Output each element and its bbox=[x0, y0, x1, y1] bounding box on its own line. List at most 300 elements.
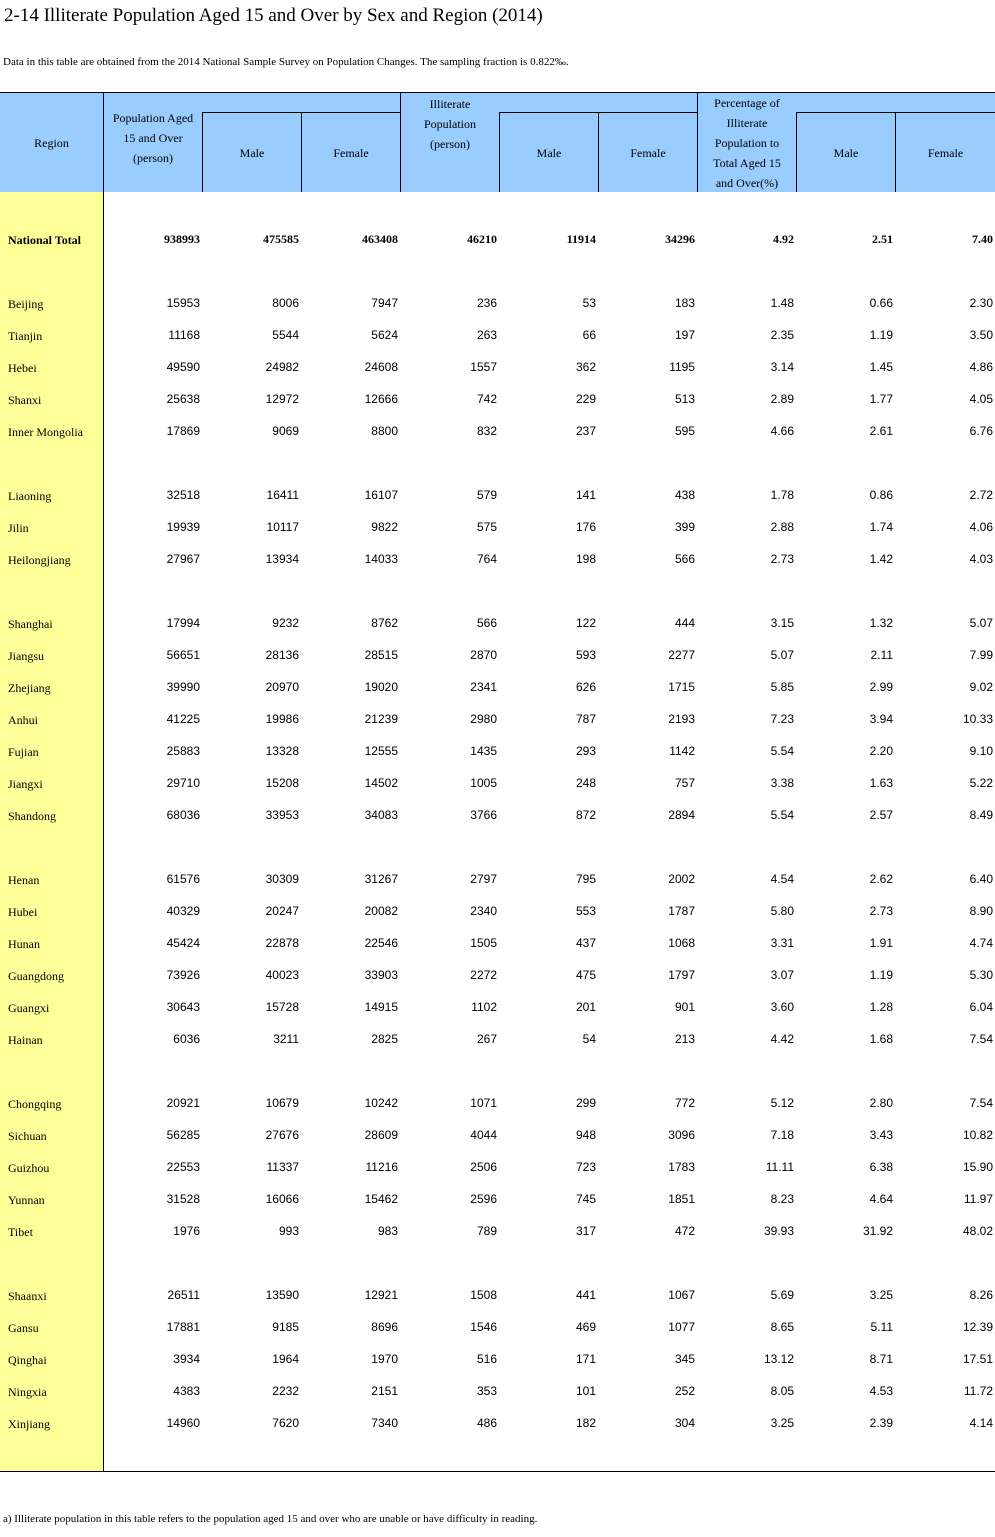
cell-pop-male: 16411 bbox=[266, 488, 299, 502]
cell-illiterate-male: 299 bbox=[575, 1096, 596, 1110]
cell-illiterate-male: 182 bbox=[575, 1416, 596, 1430]
cell-pct-total: 5.85 bbox=[770, 680, 794, 694]
cell-illiterate-female: 2002 bbox=[668, 872, 695, 886]
cell-pct-total: 5.07 bbox=[770, 648, 794, 662]
cell-illiterate-male: 437 bbox=[575, 936, 596, 950]
cell-illiterate-total: 2870 bbox=[470, 648, 497, 662]
table-row bbox=[0, 352, 995, 384]
cell-pct-male: 2.73 bbox=[869, 904, 893, 918]
cell-pct-male: 1.45 bbox=[869, 360, 893, 374]
header-percentage-male: Male bbox=[833, 145, 859, 160]
header-illiterate-male: Male bbox=[536, 145, 562, 160]
cell-pct-male: 2.57 bbox=[869, 808, 893, 822]
cell-pct-male: 31.92 bbox=[862, 1224, 893, 1238]
cell-pop-total: 25883 bbox=[166, 744, 200, 758]
cell-pop-male: 8006 bbox=[272, 296, 299, 310]
table-row bbox=[0, 1088, 995, 1120]
cell-pop-male: 19986 bbox=[265, 712, 299, 726]
cell-illiterate-total: 1505 bbox=[470, 936, 497, 950]
cell-pop-male: 24982 bbox=[265, 360, 299, 374]
cell-pct-female: 7.40 bbox=[972, 232, 993, 246]
table-row bbox=[0, 1344, 995, 1376]
cell-pop-female: 7340 bbox=[371, 1416, 398, 1430]
cell-pop-total: 20921 bbox=[166, 1096, 200, 1110]
header-percentage: Percentage of Illiterate Population to Total Aged 15 and Over(%) bbox=[713, 96, 781, 190]
cell-illiterate-female: 472 bbox=[674, 1224, 695, 1238]
cell-pop-male: 33953 bbox=[265, 808, 299, 822]
cell-illiterate-male: 362 bbox=[575, 360, 596, 374]
cell-pct-female: 5.22 bbox=[969, 776, 993, 790]
cell-illiterate-total: 4044 bbox=[470, 1128, 497, 1142]
region-name: Shanghai bbox=[8, 617, 53, 631]
cell-pct-total: 7.23 bbox=[770, 712, 794, 726]
cell-illiterate-total: 742 bbox=[476, 392, 497, 406]
cell-pop-male: 16066 bbox=[265, 1192, 299, 1206]
cell-pop-female: 9822 bbox=[371, 520, 398, 534]
cell-pct-total: 5.54 bbox=[770, 744, 794, 758]
region-name: Henan bbox=[8, 873, 40, 887]
cell-illiterate-total: 1102 bbox=[471, 1000, 497, 1014]
cell-illiterate-female: 1067 bbox=[668, 1288, 695, 1302]
cell-pct-male: 2.11 bbox=[870, 648, 893, 662]
cell-illiterate-female: 1851 bbox=[668, 1192, 695, 1206]
cell-pct-male: 2.61 bbox=[869, 424, 893, 438]
cell-pct-male: 1.74 bbox=[869, 520, 893, 534]
cell-pct-male: 1.63 bbox=[869, 776, 893, 790]
region-name: Zhejiang bbox=[8, 681, 51, 695]
cell-illiterate-total: 3766 bbox=[470, 808, 497, 822]
table-row bbox=[0, 736, 995, 768]
cell-pct-total: 4.92 bbox=[773, 232, 794, 246]
cell-illiterate-total: 579 bbox=[476, 488, 497, 502]
table-row bbox=[0, 896, 995, 928]
cell-pop-total: 22553 bbox=[166, 1160, 200, 1174]
table-bottom-border bbox=[0, 1471, 995, 1472]
cell-pop-total: 14960 bbox=[166, 1416, 200, 1430]
cell-pop-female: 14502 bbox=[364, 776, 398, 790]
cell-pop-female: 22546 bbox=[364, 936, 398, 950]
header-illiterate-population: Illiterate Population (person) bbox=[423, 96, 476, 151]
cell-pct-total: 5.54 bbox=[770, 808, 794, 822]
region-name: Inner Mongolia bbox=[8, 425, 83, 439]
cell-pct-total: 3.25 bbox=[770, 1416, 794, 1430]
cell-illiterate-total: 353 bbox=[476, 1384, 497, 1398]
region-name: Guizhou bbox=[8, 1161, 50, 1175]
cell-illiterate-male: 872 bbox=[575, 808, 596, 822]
cell-pct-male: 1.32 bbox=[869, 616, 893, 630]
cell-illiterate-total: 1508 bbox=[470, 1288, 497, 1302]
cell-illiterate-female: 513 bbox=[674, 392, 695, 406]
cell-illiterate-male: 11914 bbox=[566, 232, 596, 246]
header-region: Region bbox=[34, 135, 69, 150]
cell-illiterate-total: 1005 bbox=[470, 776, 497, 790]
region-name: Chongqing bbox=[8, 1097, 62, 1111]
cell-illiterate-female: 2894 bbox=[668, 808, 695, 822]
cell-pct-male: 1.42 bbox=[869, 552, 893, 566]
cell-pct-total: 5.80 bbox=[770, 904, 794, 918]
table-row bbox=[0, 288, 995, 320]
table-row bbox=[0, 800, 995, 832]
cell-pct-female: 6.40 bbox=[969, 872, 993, 886]
table-row bbox=[0, 608, 995, 640]
cell-pop-total: 4383 bbox=[173, 1384, 200, 1398]
cell-pop-male: 7620 bbox=[272, 1416, 299, 1430]
cell-pop-male: 2232 bbox=[272, 1384, 299, 1398]
cell-pct-male: 0.66 bbox=[869, 296, 893, 310]
cell-pct-total: 8.23 bbox=[770, 1192, 794, 1206]
cell-pct-female: 4.74 bbox=[969, 936, 993, 950]
cell-pop-total: 61576 bbox=[166, 872, 200, 886]
cell-illiterate-male: 787 bbox=[575, 712, 596, 726]
cell-pct-female: 9.10 bbox=[969, 744, 993, 758]
cell-illiterate-female: 595 bbox=[674, 424, 695, 438]
cell-pop-total: 17881 bbox=[166, 1320, 200, 1334]
cell-illiterate-female: 1077 bbox=[668, 1320, 695, 1334]
cell-pop-female: 2151 bbox=[371, 1384, 398, 1398]
header-population-female: Female bbox=[333, 145, 369, 160]
cell-pop-male: 9069 bbox=[272, 424, 299, 438]
cell-illiterate-male: 248 bbox=[575, 776, 596, 790]
cell-illiterate-total: 832 bbox=[476, 424, 497, 438]
cell-pop-female: 28515 bbox=[364, 648, 398, 662]
region-name: Liaoning bbox=[8, 489, 52, 503]
region-name: Jiangxi bbox=[8, 777, 43, 791]
region-name: Gansu bbox=[8, 1321, 39, 1335]
cell-pct-total: 39.93 bbox=[763, 1224, 794, 1238]
cell-pop-female: 14033 bbox=[364, 552, 398, 566]
cell-pct-total: 2.89 bbox=[770, 392, 794, 406]
cell-illiterate-female: 566 bbox=[674, 552, 695, 566]
region-name: Shandong bbox=[8, 809, 56, 823]
table-row bbox=[0, 704, 995, 736]
cell-pop-male: 1964 bbox=[272, 1352, 299, 1366]
cell-pop-female: 8762 bbox=[371, 616, 398, 630]
region-name: Qinghai bbox=[8, 1353, 47, 1367]
table-row bbox=[0, 1312, 995, 1344]
cell-pop-total: 40329 bbox=[166, 904, 200, 918]
cell-pop-total: 30643 bbox=[166, 1000, 200, 1014]
cell-illiterate-female: 1068 bbox=[668, 936, 695, 950]
cell-pop-female: 19020 bbox=[364, 680, 398, 694]
cell-pct-male: 0.86 bbox=[869, 488, 893, 502]
cell-illiterate-total: 2980 bbox=[470, 712, 497, 726]
cell-pop-female: 34083 bbox=[364, 808, 398, 822]
cell-pct-female: 4.05 bbox=[969, 392, 993, 406]
cell-pct-female: 4.06 bbox=[969, 520, 993, 534]
cell-illiterate-male: 626 bbox=[575, 680, 596, 694]
region-name: National Total bbox=[8, 233, 82, 247]
cell-illiterate-female: 444 bbox=[674, 616, 695, 630]
cell-pct-total: 1.48 bbox=[770, 296, 794, 310]
table-row bbox=[0, 1376, 995, 1408]
cell-pct-female: 6.04 bbox=[969, 1000, 993, 1014]
cell-pct-male: 5.11 bbox=[870, 1320, 893, 1334]
cell-pct-female: 3.50 bbox=[969, 328, 993, 342]
cell-pct-total: 11.11 bbox=[765, 1160, 794, 1174]
cell-pct-male: 3.25 bbox=[869, 1288, 893, 1302]
cell-pct-female: 48.02 bbox=[962, 1224, 993, 1238]
cell-pct-total: 1.78 bbox=[770, 488, 794, 502]
cell-pct-female: 10.82 bbox=[962, 1128, 993, 1142]
cell-pop-female: 12666 bbox=[364, 392, 398, 406]
cell-pop-male: 20970 bbox=[265, 680, 299, 694]
cell-illiterate-male: 237 bbox=[575, 424, 596, 438]
cell-pct-total: 2.88 bbox=[770, 520, 794, 534]
cell-pop-female: 12921 bbox=[364, 1288, 398, 1302]
cell-pop-female: 24608 bbox=[364, 360, 398, 374]
cell-pct-female: 15.90 bbox=[962, 1160, 993, 1174]
source-note: Data in this table are obtained from the 2014 National Sample Survey on Population Changes. The sampling fraction is 0.822‰. bbox=[3, 56, 569, 68]
cell-pop-female: 8800 bbox=[371, 424, 398, 438]
cell-pct-total: 8.05 bbox=[770, 1384, 794, 1398]
table-row bbox=[0, 512, 995, 544]
cell-illiterate-total: 1557 bbox=[470, 360, 497, 374]
region-name: Shaanxi bbox=[8, 1289, 47, 1303]
cell-illiterate-total: 2341 bbox=[470, 680, 497, 694]
cell-pop-total: 25638 bbox=[166, 392, 200, 406]
cell-pct-female: 7.54 bbox=[969, 1096, 993, 1110]
cell-pop-male: 28136 bbox=[265, 648, 299, 662]
cell-illiterate-total: 486 bbox=[476, 1416, 497, 1430]
cell-pop-female: 12555 bbox=[364, 744, 398, 758]
cell-pop-male: 20247 bbox=[265, 904, 299, 918]
region-name: Beijing bbox=[8, 297, 44, 311]
table-row bbox=[0, 1216, 995, 1248]
table-header bbox=[0, 92, 995, 192]
cell-pop-female: 15462 bbox=[364, 1192, 398, 1206]
table-row bbox=[0, 672, 995, 704]
cell-illiterate-male: 795 bbox=[575, 872, 596, 886]
cell-illiterate-total: 789 bbox=[476, 1224, 497, 1238]
cell-pop-female: 2825 bbox=[371, 1032, 398, 1046]
cell-illiterate-total: 1435 bbox=[470, 744, 497, 758]
cell-illiterate-male: 66 bbox=[582, 328, 596, 342]
cell-illiterate-total: 2797 bbox=[470, 872, 497, 886]
region-name: Sichuan bbox=[8, 1129, 47, 1143]
table-row bbox=[0, 416, 995, 448]
cell-pct-total: 3.38 bbox=[770, 776, 794, 790]
cell-pct-male: 2.20 bbox=[869, 744, 893, 758]
header-illiterate-female: Female bbox=[630, 145, 666, 160]
region-name: Hunan bbox=[8, 937, 40, 951]
region-name: Tibet bbox=[8, 1225, 33, 1239]
table-row bbox=[0, 640, 995, 672]
table-row bbox=[0, 768, 995, 800]
cell-illiterate-male: 553 bbox=[575, 904, 596, 918]
cell-pop-female: 463408 bbox=[362, 232, 398, 246]
cell-pct-male: 1.19 bbox=[869, 968, 893, 982]
cell-pop-total: 938993 bbox=[164, 232, 200, 246]
table-row bbox=[0, 928, 995, 960]
cell-pct-total: 3.60 bbox=[770, 1000, 794, 1014]
region-name: Anhui bbox=[8, 713, 38, 727]
cell-pct-total: 2.73 bbox=[770, 552, 794, 566]
cell-pct-total: 4.42 bbox=[770, 1032, 794, 1046]
cell-pop-female: 31267 bbox=[364, 872, 398, 886]
cell-pct-male: 2.39 bbox=[869, 1416, 893, 1430]
table-row bbox=[0, 1408, 995, 1440]
cell-pct-female: 10.33 bbox=[962, 712, 993, 726]
cell-illiterate-male: 53 bbox=[582, 296, 596, 310]
region-name: Heilongjiang bbox=[8, 553, 71, 567]
cell-pop-total: 45424 bbox=[166, 936, 200, 950]
cell-pop-total: 56651 bbox=[166, 648, 200, 662]
cell-illiterate-female: 252 bbox=[674, 1384, 695, 1398]
region-name: Hebei bbox=[8, 361, 37, 375]
cell-illiterate-female: 304 bbox=[674, 1416, 695, 1430]
cell-pop-male: 11337 bbox=[266, 1160, 299, 1174]
cell-illiterate-male: 101 bbox=[575, 1384, 596, 1398]
cell-pct-male: 2.51 bbox=[872, 232, 893, 246]
cell-pop-total: 41225 bbox=[166, 712, 200, 726]
cell-pct-male: 1.19 bbox=[869, 328, 893, 342]
cell-pop-male: 15208 bbox=[265, 776, 299, 790]
cell-pct-female: 6.76 bbox=[969, 424, 993, 438]
cell-pct-total: 3.31 bbox=[770, 936, 794, 950]
cell-illiterate-female: 399 bbox=[674, 520, 695, 534]
region-name: Guangxi bbox=[8, 1001, 50, 1015]
cell-pop-total: 15953 bbox=[166, 296, 200, 310]
cell-illiterate-male: 723 bbox=[575, 1160, 596, 1174]
cell-pop-total: 32518 bbox=[166, 488, 200, 502]
cell-pop-total: 1976 bbox=[173, 1224, 200, 1238]
cell-pct-male: 4.64 bbox=[869, 1192, 893, 1206]
cell-illiterate-male: 171 bbox=[575, 1352, 596, 1366]
cell-illiterate-male: 201 bbox=[575, 1000, 596, 1014]
cell-pop-male: 993 bbox=[278, 1224, 299, 1238]
cell-pop-male: 27676 bbox=[265, 1128, 299, 1142]
page-title: 2-14 Illiterate Population Aged 15 and Over by Sex and Region (2014) bbox=[4, 5, 543, 26]
cell-pop-total: 17869 bbox=[166, 424, 200, 438]
cell-pct-male: 2.62 bbox=[869, 872, 893, 886]
cell-illiterate-total: 764 bbox=[476, 552, 497, 566]
region-name: Tianjin bbox=[8, 329, 43, 343]
cell-illiterate-female: 1797 bbox=[668, 968, 695, 982]
cell-pct-female: 11.97 bbox=[963, 1192, 993, 1206]
table-row bbox=[0, 960, 995, 992]
cell-illiterate-male: 317 bbox=[575, 1224, 596, 1238]
cell-pct-female: 8.26 bbox=[969, 1288, 993, 1302]
cell-pct-female: 9.02 bbox=[969, 680, 993, 694]
cell-pop-female: 21239 bbox=[364, 712, 398, 726]
cell-pop-male: 13934 bbox=[265, 552, 299, 566]
region-name: Ningxia bbox=[8, 1385, 47, 1399]
cell-pct-female: 4.14 bbox=[969, 1416, 993, 1430]
cell-pop-female: 983 bbox=[377, 1224, 398, 1238]
cell-illiterate-total: 236 bbox=[476, 296, 497, 310]
cell-illiterate-total: 263 bbox=[476, 328, 497, 342]
cell-pct-female: 7.54 bbox=[969, 1032, 993, 1046]
table-row bbox=[0, 544, 995, 576]
cell-pct-male: 2.80 bbox=[869, 1096, 893, 1110]
cell-pct-female: 12.39 bbox=[962, 1320, 993, 1334]
cell-illiterate-male: 198 bbox=[575, 552, 596, 566]
cell-pct-total: 3.15 bbox=[770, 616, 794, 630]
table-row bbox=[0, 1184, 995, 1216]
cell-pct-male: 1.28 bbox=[869, 1000, 893, 1014]
cell-pop-female: 10242 bbox=[364, 1096, 398, 1110]
cell-pop-male: 9185 bbox=[272, 1320, 299, 1334]
cell-pop-female: 33903 bbox=[364, 968, 398, 982]
cell-illiterate-female: 183 bbox=[674, 296, 695, 310]
table-row bbox=[0, 992, 995, 1024]
cell-pct-female: 2.30 bbox=[969, 296, 993, 310]
cell-pct-female: 5.07 bbox=[969, 616, 993, 630]
cell-pop-total: 6036 bbox=[173, 1032, 200, 1046]
cell-illiterate-male: 948 bbox=[575, 1128, 596, 1142]
cell-illiterate-male: 441 bbox=[575, 1288, 596, 1302]
cell-pop-total: 39990 bbox=[166, 680, 200, 694]
cell-illiterate-total: 46210 bbox=[467, 232, 497, 246]
cell-illiterate-male: 469 bbox=[575, 1320, 596, 1334]
cell-pct-female: 4.86 bbox=[969, 360, 993, 374]
cell-pop-total: 26511 bbox=[167, 1288, 200, 1302]
cell-pct-total: 2.35 bbox=[770, 328, 794, 342]
cell-pop-male: 40023 bbox=[265, 968, 299, 982]
cell-pop-male: 13590 bbox=[265, 1288, 299, 1302]
cell-pop-male: 475585 bbox=[263, 232, 299, 246]
cell-pct-total: 5.12 bbox=[770, 1096, 794, 1110]
header-population-aged-15: Population Aged 15 and Over (person) bbox=[112, 111, 194, 165]
cell-pop-total: 49590 bbox=[166, 360, 200, 374]
cell-illiterate-female: 345 bbox=[674, 1352, 695, 1366]
cell-pct-male: 3.43 bbox=[869, 1128, 893, 1142]
table-row bbox=[0, 320, 995, 352]
cell-illiterate-total: 2340 bbox=[470, 904, 497, 918]
region-name: Hubei bbox=[8, 905, 38, 919]
cell-illiterate-female: 1715 bbox=[668, 680, 695, 694]
cell-illiterate-total: 1546 bbox=[470, 1320, 497, 1334]
cell-pop-total: 56285 bbox=[166, 1128, 200, 1142]
table-row bbox=[0, 384, 995, 416]
cell-pop-female: 20082 bbox=[364, 904, 398, 918]
cell-illiterate-total: 2596 bbox=[470, 1192, 497, 1206]
cell-pop-total: 68036 bbox=[166, 808, 200, 822]
cell-pop-male: 13328 bbox=[265, 744, 299, 758]
cell-illiterate-male: 293 bbox=[575, 744, 596, 758]
region-name: Hainan bbox=[8, 1033, 43, 1047]
cell-illiterate-female: 772 bbox=[674, 1096, 695, 1110]
cell-pop-male: 10117 bbox=[266, 520, 299, 534]
cell-pop-female: 16107 bbox=[364, 488, 398, 502]
cell-pop-total: 17994 bbox=[166, 616, 200, 630]
cell-pct-male: 1.77 bbox=[869, 392, 893, 406]
cell-illiterate-total: 1071 bbox=[470, 1096, 497, 1110]
cell-pop-male: 15728 bbox=[265, 1000, 299, 1014]
cell-pct-total: 7.18 bbox=[770, 1128, 794, 1142]
header-percentage-female: Female bbox=[927, 145, 964, 160]
cell-illiterate-male: 229 bbox=[575, 392, 596, 406]
cell-pop-total: 29710 bbox=[166, 776, 200, 790]
cell-pct-female: 5.30 bbox=[969, 968, 993, 982]
cell-pop-female: 11216 bbox=[365, 1160, 398, 1174]
cell-pct-female: 8.49 bbox=[969, 808, 993, 822]
cell-pct-total: 4.66 bbox=[770, 424, 794, 438]
cell-pop-male: 30309 bbox=[265, 872, 299, 886]
cell-pop-female: 1970 bbox=[371, 1352, 398, 1366]
region-name: Guangdong bbox=[8, 969, 64, 983]
cell-illiterate-male: 593 bbox=[575, 648, 596, 662]
national-total-row bbox=[0, 224, 995, 256]
cell-pop-female: 28609 bbox=[364, 1128, 398, 1142]
cell-illiterate-female: 757 bbox=[674, 776, 695, 790]
cell-pct-male: 4.53 bbox=[869, 1384, 893, 1398]
table-row bbox=[0, 1120, 995, 1152]
cell-pct-total: 5.69 bbox=[770, 1288, 794, 1302]
cell-pct-total: 3.07 bbox=[770, 968, 794, 982]
cell-pop-male: 12972 bbox=[265, 392, 299, 406]
cell-illiterate-male: 176 bbox=[575, 520, 596, 534]
